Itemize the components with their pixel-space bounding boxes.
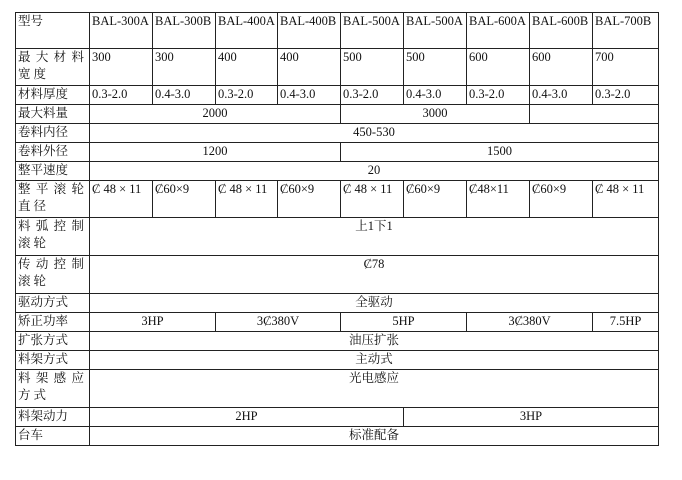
row-sensor xyxy=(16,370,659,408)
roller-dia-cell: Ȼ60×9 xyxy=(530,181,593,218)
thickness-cell: 0.4-3.0 xyxy=(153,86,216,105)
cart-value: 标准配备 xyxy=(90,427,659,446)
row-drive-mode xyxy=(16,294,659,313)
rack-power-group-2: 3HP xyxy=(404,408,659,427)
max-width-cell: 300 xyxy=(153,49,216,86)
expand-value: 油压扩张 xyxy=(90,332,659,351)
power-cell: 3Ȼ380V xyxy=(467,313,593,332)
header-cart: 台车 xyxy=(16,427,90,446)
model-cell: BAL-500A xyxy=(404,13,467,49)
row-coil-od xyxy=(16,143,659,162)
model-cell: BAL-500A xyxy=(341,13,404,49)
header-coil-od: 卷料外径 xyxy=(16,143,90,162)
thickness-cell: 0.3-2.0 xyxy=(216,86,278,105)
max-width-cell: 600 xyxy=(467,49,530,86)
drive-roller-value: Ȼ78 xyxy=(90,256,659,294)
header-power: 矫正功率 xyxy=(16,313,90,332)
roller-dia-cell: Ȼ 48 × 11 xyxy=(341,181,404,218)
model-cell: BAL-700B xyxy=(593,13,659,49)
max-width-cell: 400 xyxy=(216,49,278,86)
row-speed xyxy=(16,162,659,181)
row-model xyxy=(16,13,659,49)
row-cart xyxy=(16,427,659,446)
header-drive-roller: 传动控制滚轮 xyxy=(16,256,90,294)
model-cell: BAL-600A xyxy=(467,13,530,49)
roller-dia-cell: Ȼ 48 × 11 xyxy=(216,181,278,218)
spec-sheet xyxy=(15,12,658,460)
model-cell: BAL-400B xyxy=(278,13,341,49)
header-expand: 扩张方式 xyxy=(16,332,90,351)
row-power xyxy=(16,313,659,332)
header-coil-id: 卷料内径 xyxy=(16,124,90,143)
thickness-cell: 0.3-2.0 xyxy=(90,86,153,105)
row-thickness xyxy=(16,86,659,105)
model-cell: BAL-600B xyxy=(530,13,593,49)
row-drive-roller xyxy=(16,256,659,294)
roller-dia-cell: Ȼ 48 × 11 xyxy=(593,181,659,218)
thickness-cell: 0.4-3.0 xyxy=(278,86,341,105)
rack-power-group-1: 2HP xyxy=(90,408,404,427)
power-cell: 3HP xyxy=(90,313,216,332)
header-max-weight: 最大料量 xyxy=(16,105,90,124)
header-speed: 整平速度 xyxy=(16,162,90,181)
roller-dia-cell: Ȼ60×9 xyxy=(404,181,467,218)
header-drive-mode: 驱动方式 xyxy=(16,294,90,313)
arc-roller-value: 上1下1 xyxy=(90,218,659,256)
row-arc-roller xyxy=(16,218,659,256)
thickness-cell: 0.3-2.0 xyxy=(341,86,404,105)
thickness-cell: 0.3-2.0 xyxy=(467,86,530,105)
max-width-cell: 400 xyxy=(278,49,341,86)
speed-value: 20 xyxy=(90,162,659,181)
rack-value: 主动式 xyxy=(90,351,659,370)
coil-od-group-1: 1200 xyxy=(90,143,341,162)
header-roller-dia: 整平滚轮直径 xyxy=(16,181,90,218)
max-width-cell: 600 xyxy=(530,49,593,86)
sensor-value: 光电感应 xyxy=(90,370,659,408)
row-expand xyxy=(16,332,659,351)
max-weight-group-3 xyxy=(530,105,659,124)
max-width-cell: 700 xyxy=(593,49,659,86)
thickness-cell: 0.4-3.0 xyxy=(530,86,593,105)
row-rack xyxy=(16,351,659,370)
spec-table xyxy=(15,12,659,446)
coil-id-value: 450-530 xyxy=(90,124,659,143)
thickness-cell: 0.4-3.0 xyxy=(404,86,467,105)
header-sensor: 料架感应方式 xyxy=(16,370,90,408)
roller-dia-cell: Ȼ48×11 xyxy=(467,181,530,218)
power-cell: 3Ȼ380V xyxy=(216,313,341,332)
model-cell: BAL-400A xyxy=(216,13,278,49)
header-rack-power: 料架动力 xyxy=(16,408,90,427)
roller-dia-cell: Ȼ 48 × 11 xyxy=(90,181,153,218)
roller-dia-cell: Ȼ60×9 xyxy=(278,181,341,218)
max-weight-group-2: 3000 xyxy=(341,105,530,124)
header-max-width: 最大材料宽度 xyxy=(16,49,90,86)
max-width-cell: 500 xyxy=(341,49,404,86)
row-coil-id xyxy=(16,124,659,143)
header-rack: 料架方式 xyxy=(16,351,90,370)
max-width-cell: 500 xyxy=(404,49,467,86)
header-thickness: 材料厚度 xyxy=(16,86,90,105)
row-rack-power xyxy=(16,408,659,427)
max-width-cell: 300 xyxy=(90,49,153,86)
drive-mode-value: 全驱动 xyxy=(90,294,659,313)
row-max-weight xyxy=(16,105,659,124)
power-cell: 5HP xyxy=(341,313,467,332)
model-cell: BAL-300B xyxy=(153,13,216,49)
header-arc-roller: 料弧控制滚轮 xyxy=(16,218,90,256)
model-cell: BAL-300A xyxy=(90,13,153,49)
row-roller-dia xyxy=(16,181,659,218)
roller-dia-cell: Ȼ60×9 xyxy=(153,181,216,218)
row-max-width xyxy=(16,49,659,86)
max-weight-group-1: 2000 xyxy=(90,105,341,124)
power-cell: 7.5HP xyxy=(593,313,659,332)
header-model: 型号 xyxy=(16,13,90,49)
coil-od-group-2: 1500 xyxy=(341,143,659,162)
thickness-cell: 0.3-2.0 xyxy=(593,86,659,105)
